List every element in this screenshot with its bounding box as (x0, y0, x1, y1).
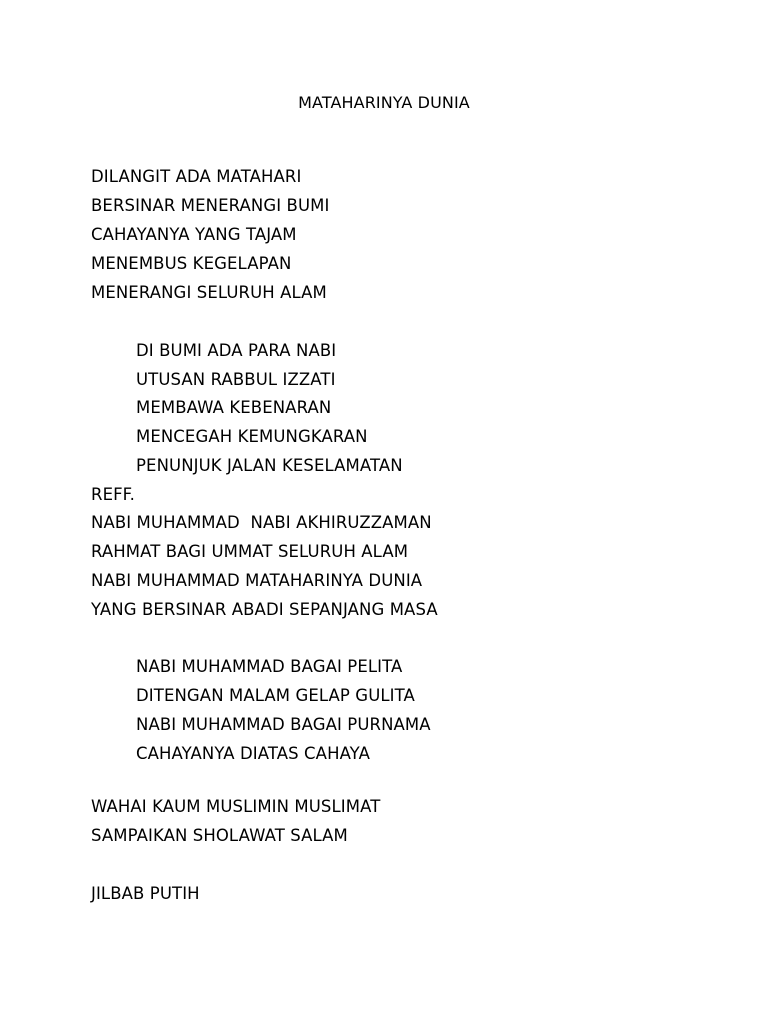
verse1-line-2: BERSINAR MENERANGI BUMI (91, 196, 330, 215)
verse1-line-3: CAHAYANYA YANG TAJAM (91, 225, 297, 244)
reff-line-1: NABI MUHAMMAD NABI AKHIRUZZAMAN (91, 513, 432, 532)
verse2-line-3: MEMBAWA KEBENARAN (136, 398, 332, 417)
closing-line-1: WAHAI KAUM MUSLIMIN MUSLIMAT (91, 797, 381, 816)
reff-line-3: NABI MUHAMMAD MATAHARINYA DUNIA (91, 571, 423, 590)
page-title: MATAHARINYA DUNIA (298, 93, 470, 112)
reff-line-2: RAHMAT BAGI UMMAT SELURUH ALAM (91, 542, 409, 561)
verse1-line-4: MENEMBUS KEGELAPAN (91, 254, 292, 273)
reff-line-4: YANG BERSINAR ABADI SEPANJANG MASA (91, 600, 438, 619)
verse2-line-2: UTUSAN RABBUL IZZATI (136, 370, 336, 389)
verse2-line-5: PENUNJUK JALAN KESELAMATAN (136, 456, 403, 475)
verse3-line-4: CAHAYANYA DIATAS CAHAYA (136, 744, 370, 763)
reff-label: REFF. (91, 485, 135, 504)
verse3-line-2: DITENGAN MALAM GELAP GULITA (136, 686, 415, 705)
closing-line-2: SAMPAIKAN SHOLAWAT SALAM (91, 826, 348, 845)
verse3-line-3: NABI MUHAMMAD BAGAI PURNAMA (136, 715, 431, 734)
verse1-line-5: MENERANGI SELURUH ALAM (91, 283, 327, 302)
verse2-line-4: MENCEGAH KEMUNGKARAN (136, 427, 368, 446)
verse1-line-1: DILANGIT ADA MATAHARI (91, 167, 302, 186)
verse3-line-1: NABI MUHAMMAD BAGAI PELITA (136, 657, 403, 676)
verse2-line-1: DI BUMI ADA PARA NABI (136, 341, 337, 360)
signature: JILBAB PUTIH (91, 884, 200, 903)
